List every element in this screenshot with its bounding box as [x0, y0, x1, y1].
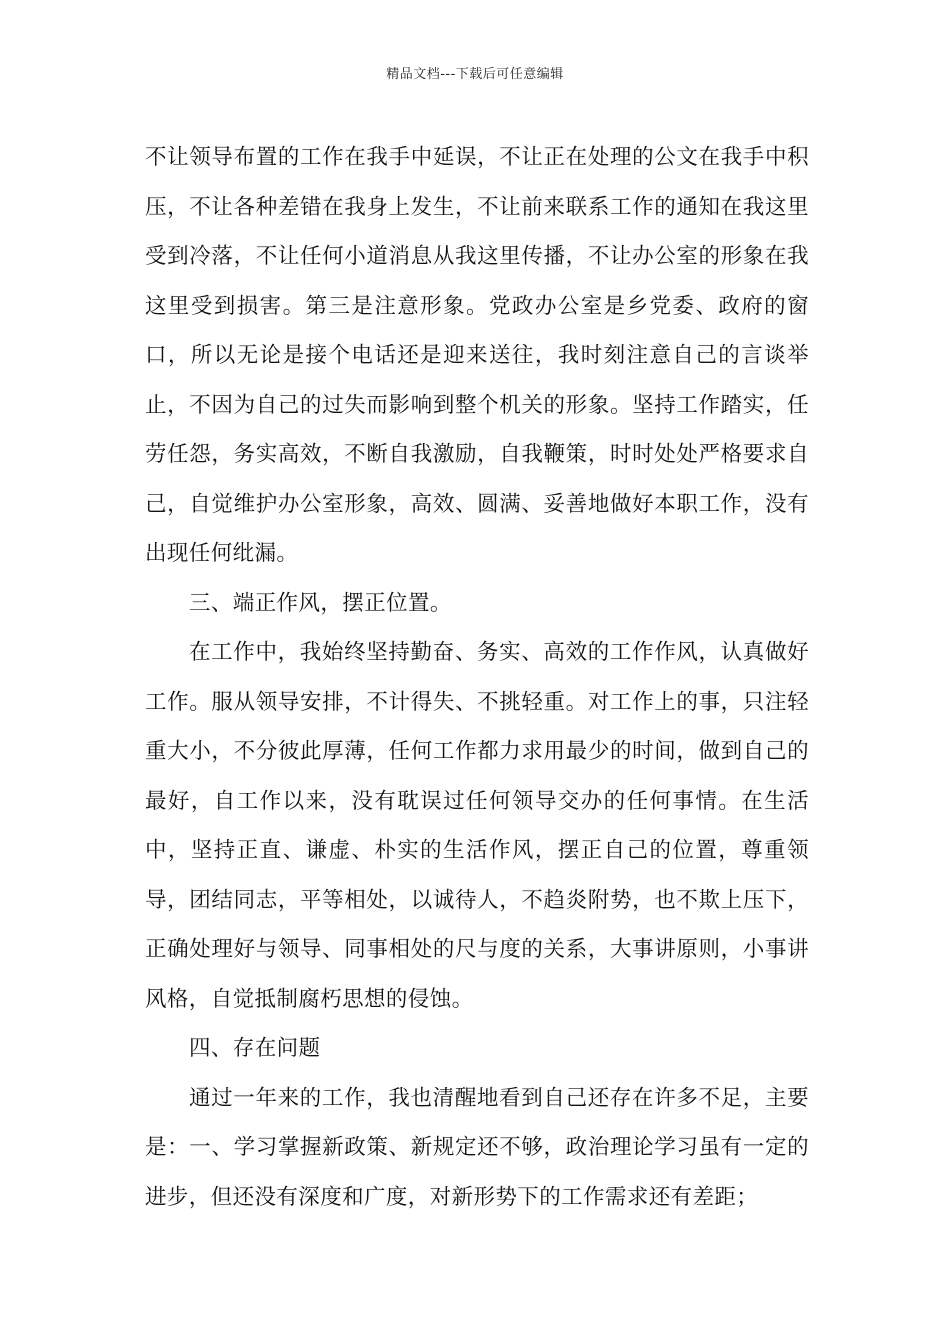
- section-heading-3: 三、端正作风，摆正位置。: [189, 590, 452, 616]
- paragraph-problems: 通过一年来的工作，我也清醒地看到自己还存在许多不足，主要是：一、学习掌握新政策、新规定还不够，政治理论学习虽有一定的进步，但还没有深度和广度，对新形势下的工作需求还有差距；: [145, 1085, 809, 1210]
- page-header: 精品文档---下载后可任意编辑: [386, 67, 564, 82]
- paragraph-work-style: 在工作中，我始终坚持勤奋、务实、高效的工作作风，认真做好工作。服从领导安排，不计得失、不挑轻重。对工作上的事，只注轻重大小，不分彼此厚薄，任何工作都力求用最少的时间，做到自己的最好，自工作以来，没有耽误过任何领导交办的任何事情。在生活中，坚持正直、谦虚、朴实的生活作风，摆正自己的位置，尊重领导，团结同志，平等相处，以诚待人，不趋炎附势，也不欺上压下，正确处理好与领导、同事相处的尺与度的关系，大事讲原则，小事讲风格，自觉抵制腐朽思想的侵蚀。: [145, 640, 809, 1012]
- section-heading-4: 四、存在问题: [189, 1036, 321, 1061]
- paragraph-continued: 不让领导布置的工作在我手中延误，不让正在处理的公文在我手中积压，不让各种差错在我身上发生，不让前来联系工作的通知在我这里受到冷落，不让任何小道消息从我这里传播，不让办公室的形象在我这里受到损害。第三是注意形象。党政办公室是乡党委、政府的窗口，所以无论是接个电话还是迎来送往，我时刻注意自己的言谈举止，不因为自己的过失而影响到整个机关的形象。坚持工作踏实，任劳任怨，务实高效，不断自我激励，自我鞭策，时时处处严格要求自己，自觉维护办公室形象，高效、圆满、妥善地做好本职工作，没有出现任何纰漏。: [145, 145, 809, 566]
- document-body: [145, 133, 809, 1222]
